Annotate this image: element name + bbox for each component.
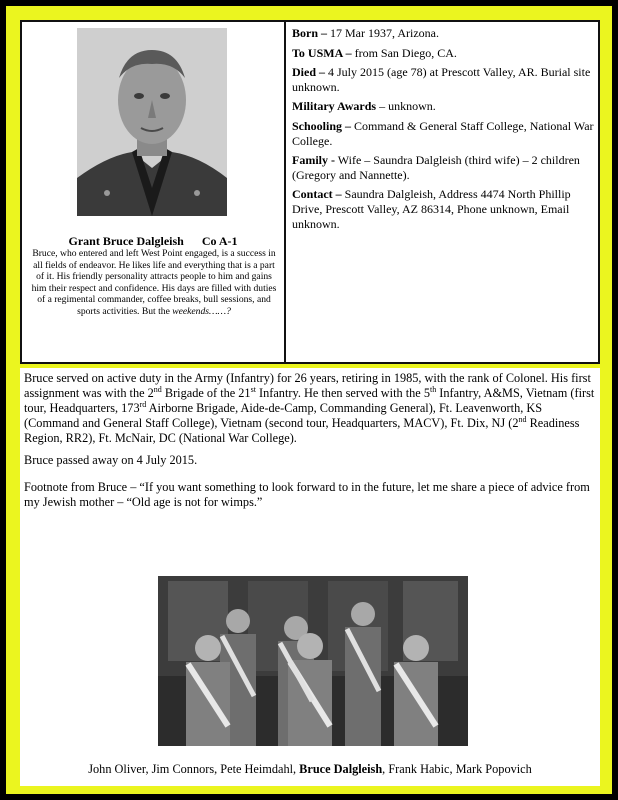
portrait-photo (77, 28, 227, 216)
facts-column (286, 22, 598, 362)
fact-label: Family - (292, 153, 335, 168)
ordinal-suffix: st (250, 384, 256, 394)
fact-label: Schooling – (292, 118, 352, 133)
fact-value: Saundra Dalgleish, Address 4474 North Phillip Drive, Prescott Valley, AZ 86314, Phone unknown, Email unknown. (292, 187, 571, 231)
bio-text: Airborne Brigade, Aide-de-Camp, Commanding General), Ft. Leavenworth, KS (Command and General Staff College), Vietnam (second tour, Headquarters, MACV), Ft. Dix, NJ (2 (24, 401, 543, 430)
ordinal-suffix: th (429, 384, 437, 394)
page-content (20, 20, 600, 786)
caption-body: Bruce, who entered and left West Point engaged, is a success in all fields of endeavor. He likes life and everything that is a part of it. His friendly personality attracts people to him and gains him their respect and confidence. His days are filled with duties of a regimental commander, coffee breaks, bull sessions, and sports activities. But the (31, 248, 277, 317)
profile-left-column (22, 22, 284, 362)
fact-value: 4 July 2015 (age 78) at Prescott Valley, AR. Burial site unknown. (292, 65, 591, 94)
group-photo-caption (20, 762, 600, 777)
bio-paragraph-footnote: Footnote from Bruce – “If you want something to look forward to in the future, let me share a piece of advice from my Jewish mother – “Old age is not for wimps.” (24, 480, 590, 509)
fact-schooling (292, 119, 594, 148)
fact-to-usma (292, 46, 594, 61)
page-border (6, 6, 612, 794)
fact-value: Command & General Staff College, National War College. (292, 118, 594, 148)
fact-contact (292, 187, 594, 231)
bio-paragraph-death: Bruce passed away on 4 July 2015. (24, 453, 198, 467)
bio-text: Readiness Region, RR2), Ft. McNair, DC (National War College). (24, 416, 580, 445)
fact-label: Military Awards (292, 99, 377, 114)
group-photo (158, 576, 468, 746)
bio-paragraph-service (24, 371, 596, 446)
cadet-name-line (22, 234, 284, 249)
fact-label: To USMA – (292, 45, 352, 60)
bio-text: Infantry, A&MS, Vietnam (first tour, Headquarters, 173 (24, 386, 595, 415)
group-photo-section (20, 554, 600, 786)
bio-text: Brigade of the 21 (161, 386, 251, 400)
fact-value: – unknown. (379, 99, 436, 114)
ordinal-suffix: nd (153, 384, 162, 394)
profile-box (20, 20, 600, 364)
fact-value: Wife – Saundra Dalgleish (third wife) – 2 children (Gregory and Nannette). (292, 153, 580, 182)
cadet-name: Grant Bruce Dalgleish (68, 234, 184, 248)
fact-value: from San Diego, CA. (354, 45, 457, 60)
fact-label: Born – (292, 26, 328, 40)
highlighted-name: Bruce Dalgleish (299, 762, 383, 776)
cadet-company: Co A-1 (201, 234, 238, 248)
caption-ending: weekends……? (172, 305, 231, 317)
fact-died (292, 65, 594, 94)
bio-text: Infantry. He then served with the 5 (255, 386, 430, 400)
names-before: John Oliver, Jim Connors, Pete Heimdahl, (88, 762, 297, 776)
fact-label: Died – (292, 65, 325, 80)
ordinal-suffix: nd (518, 414, 527, 424)
biography-section (20, 368, 600, 554)
ordinal-suffix: rd (139, 399, 147, 409)
fact-military-awards (292, 99, 594, 114)
fact-value: 17 Mar 1937, Arizona. (330, 26, 439, 40)
fact-family (292, 153, 594, 182)
bio-text: Bruce served on active duty in the Army (Infantry) for 26 years, retiring in 1985, with the rank of Colonel. His first assignment was with the 2 (24, 371, 591, 400)
fact-label: Contact – (292, 187, 342, 202)
fact-born (292, 26, 594, 41)
names-after: , Frank Habic, Mark Popovich (382, 762, 532, 776)
yearbook-caption (30, 248, 278, 318)
